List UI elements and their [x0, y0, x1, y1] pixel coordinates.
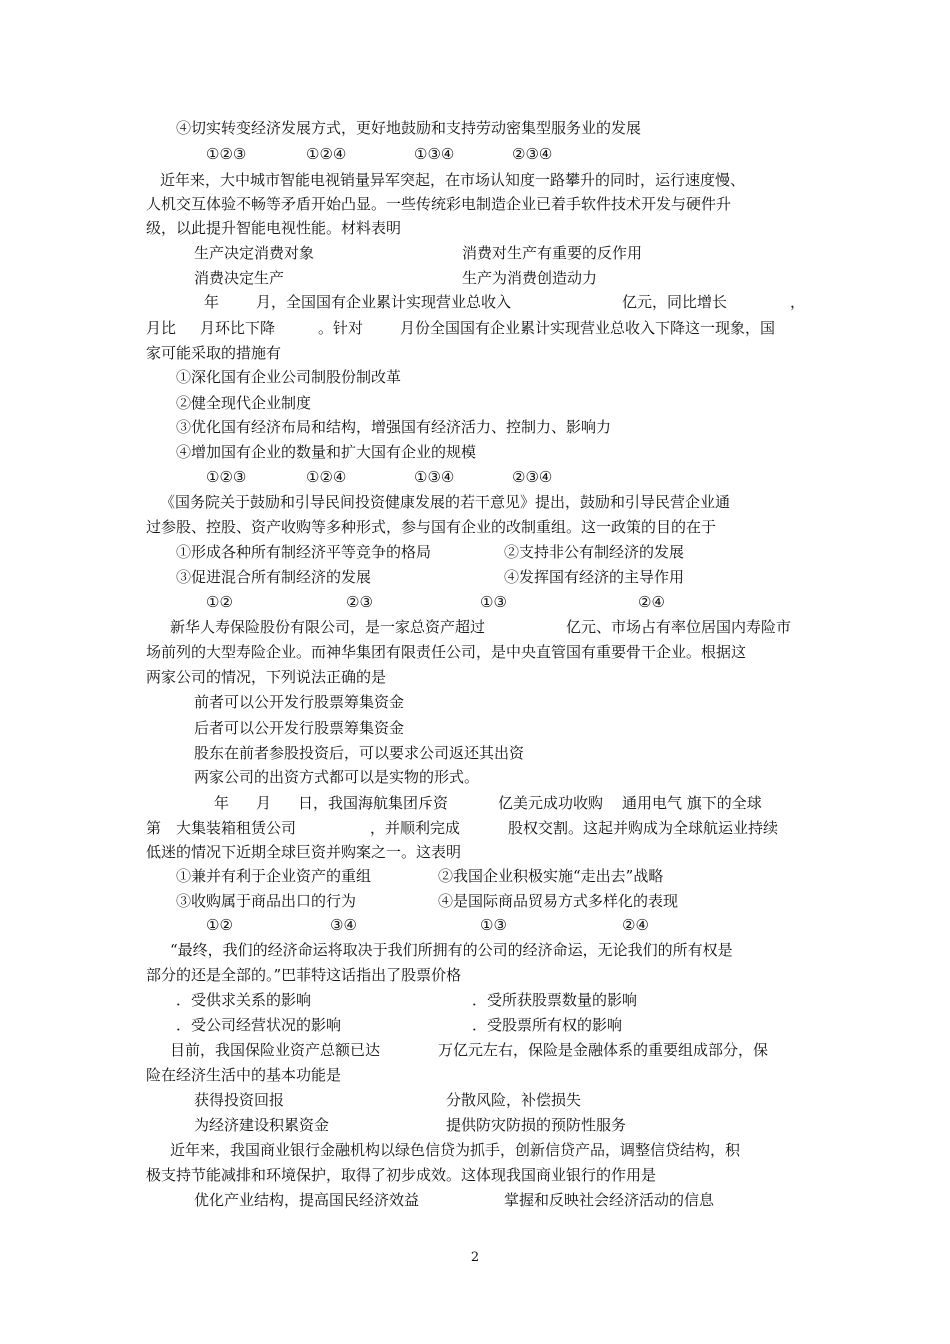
- text-line: ④增加国有企业的数量和扩大国有企业的规模: [176, 443, 477, 461]
- text-line: 低迷的情况下近期全球巨资并购案之一。这表明: [146, 843, 462, 861]
- text-line: 后者可以公开发行股票筹集资金: [194, 719, 405, 737]
- text-line: ①②④: [306, 468, 347, 486]
- text-line: ④是国际商品贸易方式多样化的表现: [438, 892, 679, 910]
- text-line: 级，以此提升智能电视性能。材料表明: [146, 219, 402, 237]
- text-line: “最终，我们的经济命运将取决于我们所拥有的公司的经济命运，无论我们的所有权是: [170, 941, 733, 959]
- text-line: ④发挥国有经济的主导作用: [504, 568, 685, 586]
- text-line: 分散风险，补偿损失: [446, 1091, 582, 1109]
- text-line: 股权交割。这起并购成为全球航运业持续: [508, 819, 779, 837]
- text-line: ．受公司经营状况的影响: [176, 1016, 342, 1034]
- text-line: ③促进混合所有制经济的发展: [176, 568, 372, 586]
- text-line: ①③④: [414, 145, 455, 163]
- text-line: 《国务院关于鼓励和引导民间投资健康发展的若干意见》提出，鼓励和引导民营企业通: [160, 493, 731, 511]
- text-line: 月: [256, 794, 272, 812]
- text-line: 掌握和反映社会经济活动的信息: [504, 1191, 715, 1209]
- text-line: 极支持节能减排和环境保护，取得了初步成效。这体现我国商业银行的作用是: [146, 1166, 657, 1184]
- text-line: ①③④: [414, 468, 455, 486]
- text-line: 大集装箱租赁公司: [176, 819, 297, 837]
- text-line: 股东在前者参股投资后，可以要求公司返还其出资: [194, 744, 525, 762]
- text-line: 月，全国国有企业累计实现营业总收入: [256, 293, 512, 311]
- text-line: 年: [214, 794, 230, 812]
- text-line: ①形成各种所有制经济平等竞争的格局: [176, 543, 432, 561]
- text-line: ②③④: [512, 468, 553, 486]
- text-line: ④切实转变经济发展方式，更好地鼓励和支持劳动密集型服务业的发展: [176, 119, 642, 137]
- text-line: 部分的还是全部的。”巴菲特这话指出了股票价格: [146, 966, 462, 984]
- text-line: ②③: [346, 593, 373, 611]
- text-line: ③优化国有经济布局和结构，增强国有经济活力、控制力、影响力: [176, 418, 612, 436]
- text-line: 万亿元左右，保险是金融体系的重要组成部分，保: [438, 1041, 769, 1059]
- text-line: 通用电气 旗下的全球: [622, 794, 762, 812]
- text-line: 家可能采取的措施有: [146, 344, 282, 362]
- text-line: 年: [204, 293, 220, 311]
- text-line: ②健全现代企业制度: [176, 394, 312, 412]
- text-line: ②支持非公有制经济的发展: [504, 543, 685, 561]
- text-line: 人机交互体验不畅等矛盾开始凸显。一些传统彩电制造企业已着手软件技术开发与硬件升: [146, 195, 732, 213]
- text-line: 。针对: [318, 319, 364, 337]
- text-line: 险在经济生活中的基本功能是: [146, 1066, 342, 1084]
- page-number: 2: [470, 1250, 480, 1265]
- text-line: 亿美元成功收购: [498, 794, 604, 812]
- text-line: 场前列的大型寿险企业。而神华集团有限责任公司，是中央直管国有重要骨干企业。根据这: [146, 643, 747, 661]
- text-line: 第: [146, 819, 162, 837]
- text-line: ，: [790, 293, 806, 311]
- text-line: ①③: [480, 916, 507, 934]
- text-line: 近年来，我国商业银行金融机构以绿色信贷为抓手，创新信贷产品，调整信贷结构，积: [170, 1141, 741, 1159]
- text-line: ．受股票所有权的影响: [472, 1016, 623, 1034]
- text-line: 亿元、市场占有率位居国内寿险市: [566, 618, 792, 636]
- text-line: ①②④: [306, 145, 347, 163]
- text-line: 目前，我国保险业资产总额已达: [170, 1041, 381, 1059]
- text-line: 获得投资回报: [194, 1091, 285, 1109]
- text-line: 月份全国国有企业累计实现营业总收入下降这一现象，国: [400, 319, 776, 337]
- text-line: 为经济建设积累资金: [194, 1116, 330, 1134]
- text-line: 两家公司的出资方式都可以是实物的形式。: [194, 768, 480, 786]
- text-line: 亿元，同比增长: [622, 293, 728, 311]
- text-line: ②我国企业积极实施“走出去”战略: [438, 867, 664, 885]
- text-line: ③④: [330, 916, 357, 934]
- text-line: 日，我国海航集团斥资: [298, 794, 449, 812]
- text-line: 消费对生产有重要的反作用: [462, 244, 643, 262]
- text-line: 新华人寿保险股份有限公司，是一家总资产超过: [170, 618, 486, 636]
- text-line: 前者可以公开发行股票筹集资金: [194, 693, 405, 711]
- text-line: 月环比下降: [200, 319, 276, 337]
- text-line: 过参股、控股、资产收购等多种形式，参与国有企业的改制重组。这一政策的目的在于: [146, 518, 717, 536]
- text-line: ①深化国有企业公司制股份制改革: [176, 368, 402, 386]
- text-line: 生产决定消费对象: [194, 244, 315, 262]
- text-line: ．受供求关系的影响: [176, 991, 312, 1009]
- text-line: 近年来，大中城市智能电视销量异军突起，在市场认知度一路攀升的同时，运行速度慢、: [160, 171, 746, 189]
- text-line: ②④: [638, 593, 665, 611]
- text-line: ②③④: [512, 145, 553, 163]
- text-line: ，并顺利完成: [370, 819, 461, 837]
- text-line: ②④: [622, 916, 649, 934]
- text-line: 月比: [146, 319, 177, 337]
- text-line: ③收购属于商品出口的行为: [176, 892, 357, 910]
- text-line: 提供防灾防损的预防性服务: [446, 1116, 627, 1134]
- text-line: ①③: [480, 593, 507, 611]
- text-line: ①②③: [206, 468, 247, 486]
- text-line: ①兼并有利于企业资产的重组: [176, 867, 372, 885]
- text-line: 优化产业结构，提高国民经济效益: [194, 1191, 420, 1209]
- text-line: 两家公司的情况，下列说法正确的是: [146, 668, 387, 686]
- text-line: 消费决定生产: [194, 269, 285, 287]
- text-line: ．受所获股票数量的影响: [472, 991, 638, 1009]
- text-line: ①②③: [206, 145, 247, 163]
- text-line: 生产为消费创造动力: [462, 269, 598, 287]
- text-line: ①②: [206, 593, 233, 611]
- text-line: ①②: [206, 916, 233, 934]
